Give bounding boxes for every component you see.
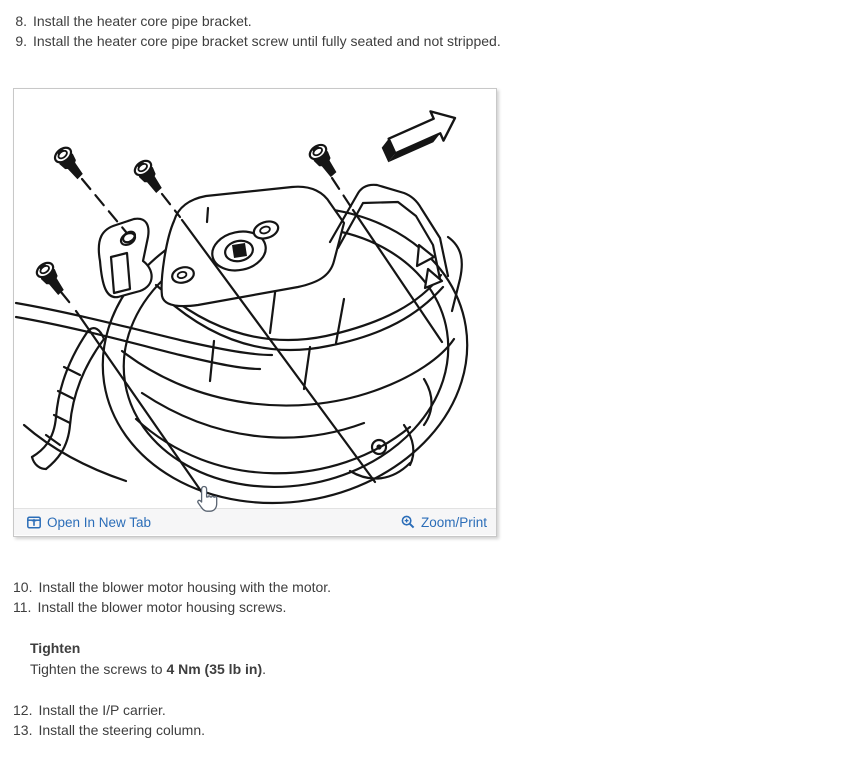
tighten-text: [30, 659, 266, 679]
zoom-in-icon: [401, 515, 415, 529]
step-9: [13, 31, 501, 51]
step-8: [13, 11, 501, 31]
open-in-new-tab-icon: [27, 515, 41, 529]
step-text: Install the blower motor housing with the motor.: [38, 579, 332, 595]
step-number: 8.: [15, 13, 27, 29]
zoom-print-link[interactable]: [401, 515, 487, 530]
step-text: Install the blower motor housing screws.: [37, 599, 287, 615]
step-number: 10.: [13, 579, 33, 595]
step-text: Install the heater core pipe bracket.: [33, 13, 252, 29]
step-12: [13, 700, 205, 720]
step-11: [13, 597, 331, 617]
step-number: 12.: [13, 702, 33, 718]
step-10: [13, 577, 331, 597]
tighten-note: [30, 638, 266, 679]
step-number: 11.: [13, 599, 32, 615]
figure-panel: [13, 88, 497, 537]
instruction-steps-12-13: [13, 700, 205, 740]
zoom-print-label: Zoom/Print: [420, 514, 487, 530]
instruction-steps-8-9: [13, 11, 501, 51]
step-text: Install the heater core pipe bracket screw until fully seated and not stripped.: [33, 33, 501, 49]
open-in-new-tab-label: Open In New Tab: [47, 514, 152, 530]
figure-toolbar: [14, 508, 496, 535]
torque-value: 4 Nm (35 lb in): [166, 661, 263, 677]
instruction-steps-10-11: [13, 577, 331, 617]
tighten-text-prefix: Tighten the screws to: [30, 661, 167, 677]
blower-motor-diagram: [14, 89, 496, 508]
step-13: [13, 720, 205, 740]
step-number: 9.: [15, 33, 27, 49]
tighten-text-suffix: .: [262, 661, 267, 677]
tighten-heading: Tighten: [30, 640, 81, 656]
open-in-new-tab-link[interactable]: [27, 515, 151, 530]
step-text: Install the steering column.: [38, 722, 205, 738]
step-text: Install the I/P carrier.: [38, 702, 166, 718]
step-number: 13.: [13, 722, 33, 738]
